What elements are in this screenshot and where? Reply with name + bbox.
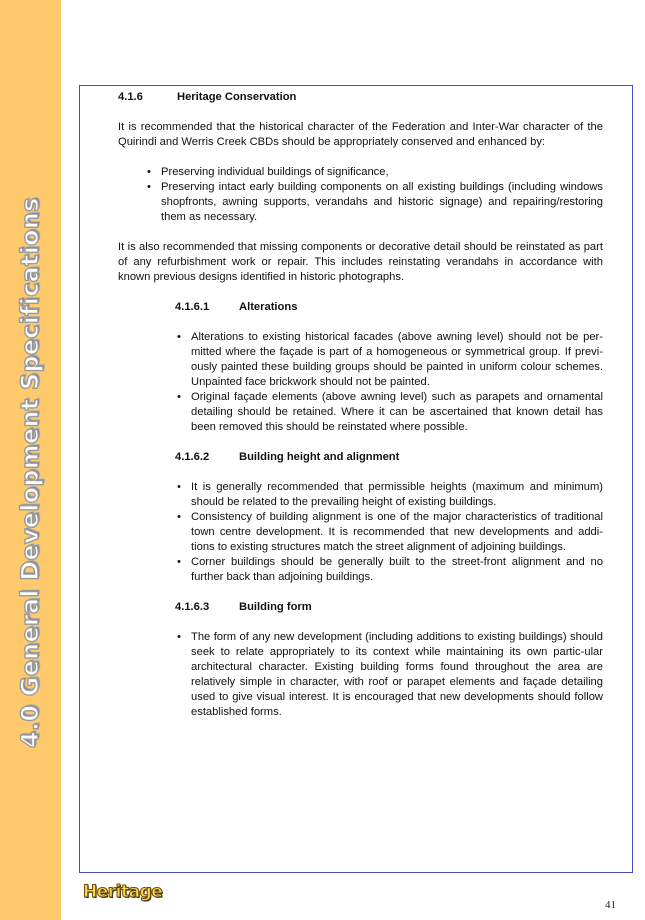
list-item: • Alterations to existing historical facades (above awning level) should not be per-mitted where the façade is part of a homogeneous or symmetrical group. If previ-ously painted these building groups should be painted in uniform colour schemes. Unpainted face brickwork should not be painted. xyxy=(191,330,603,390)
section-intro: It is recommended that the historical character of the Federation and Inter-War character of the Quirindi and Werris Creek CBDs should be appropriately conserved and enhanced by: xyxy=(118,121,603,148)
subsection-number: 4.1.6.1 xyxy=(175,301,210,313)
subsection-heading-height-alignment xyxy=(175,450,603,465)
subsection-title: Building form xyxy=(239,601,312,613)
list-item: • Consistency of building alignment is one of the major characteristics of traditional town centre development. It is recommended that new developments and addi-tions to existing structures match the street alignment of adjoining buildings. xyxy=(191,510,603,555)
subsection-title: Building height and alignment xyxy=(239,451,400,463)
building-form-bullet-list xyxy=(191,630,603,720)
section-title: Heritage Conservation xyxy=(177,91,297,103)
section-heading xyxy=(118,90,603,105)
list-item: • It is generally recommended that permissible heights (maximum and minimum) should be related to the prevailing height of existing buildings. xyxy=(191,480,603,510)
subsection-heading-alterations xyxy=(175,300,603,315)
list-item: • Preserving individual buildings of significance, xyxy=(161,165,603,180)
alterations-bullet-list xyxy=(191,330,603,435)
subsection-title: Alterations xyxy=(239,301,298,313)
section-bullet-list xyxy=(161,165,603,225)
height-alignment-bullet-list xyxy=(191,480,603,585)
section-paragraph-2: It is also recommended that missing components or decorative detail should be reinstated as part of any refurbishment work or repair. This includes reinstating verandahs in accordance with known previous designs identified in historic photographs. xyxy=(118,241,603,283)
list-item: • The form of any new development (including additions to existing buildings) should seek to relate appropriately to its context while maintaining its own partic-ular architectural character. Existing building forms found throughout the area are relatively simple in character, with roof or parapet elements and façade detailing used to give visual interest. It is encouraged that new developments should follow established forms. xyxy=(191,630,603,720)
subsection-number: 4.1.6.2 xyxy=(175,451,210,463)
content-body xyxy=(118,90,603,720)
footer-heritage-tag: Heritage xyxy=(83,882,163,902)
page-number: 41 xyxy=(605,899,616,911)
sidebar-band xyxy=(0,0,61,920)
subsection-heading-building-form xyxy=(175,600,603,615)
list-item: • Corner buildings should be generally built to the street-front alignment and no further back than adjoining buildings. xyxy=(191,555,603,585)
section-number: 4.1.6 xyxy=(118,91,143,103)
list-item: • Original façade elements (above awning level) such as parapets and ornamental detailing should be retained. Where it can be ascertained that known detail has been removed this should be reinstated where possible. xyxy=(191,390,603,435)
subsection-number: 4.1.6.3 xyxy=(175,601,210,613)
sidebar-title: 4.0 General Development Specifications xyxy=(16,197,44,748)
list-item: • Preserving intact early building components on all existing buildings (including windows shopfronts, awning supports, verandahs and historic signage) and repairing/restoring them as necessary. xyxy=(161,180,603,225)
